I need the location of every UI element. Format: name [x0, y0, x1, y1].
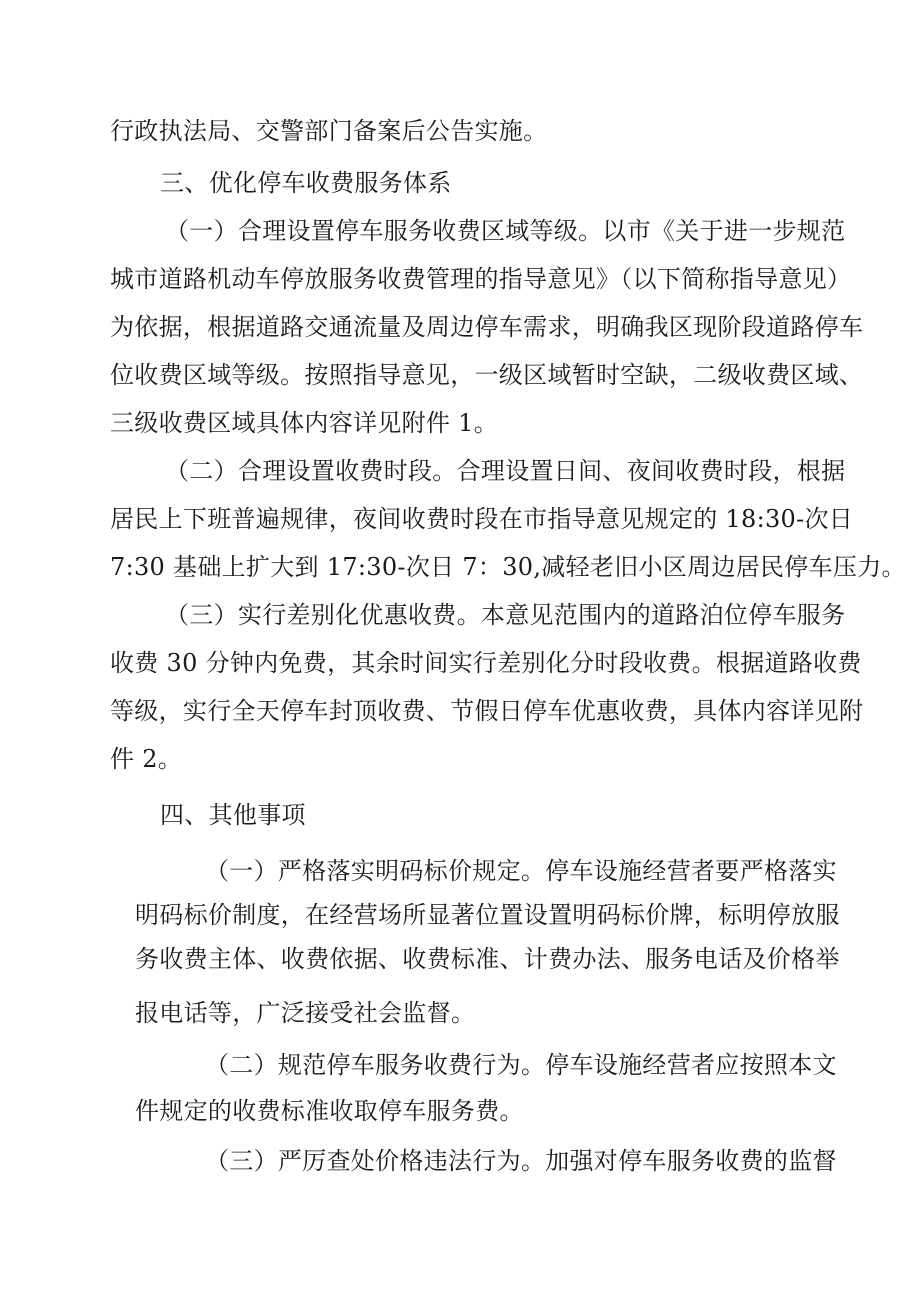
paragraph-4-1-line-3: 务收费主体、收费依据、收费标准、计费办法、服务电话及价格举 [135, 945, 840, 973]
paragraph-3-1-line-5: 三级收费区域具体内容详见附件 1。 [110, 409, 498, 437]
text-line-continuation: 行政执法局、交警部门备案后公告实施。 [110, 117, 548, 145]
paragraph-3-3-line-4: 件 2。 [110, 745, 183, 773]
paragraph-4-3-line-1: （三）严厉查处价格违法行为。加强对停车服务收费的监督 [205, 1147, 837, 1175]
section-heading-4: 四、其他事项 [160, 801, 306, 829]
paragraph-3-1-line-2: 城市道路机动车停放服务收费管理的指导意见》（以下简称指导意见） [110, 265, 852, 293]
paragraph-4-1-line-2: 明码标价制度，在经营场所显著位置设置明码标价牌，标明停放服 [135, 901, 840, 929]
paragraph-3-1-line-4: 位收费区域等级。按照指导意见，一级区域暂时空缺，二级收费区域、 [110, 361, 864, 389]
paragraph-4-2-line-2: 件规定的收费标准收取停车服务费。 [135, 1097, 524, 1125]
paragraph-4-1-line-1: （一）严格落实明码标价规定。停车设施经营者要严格落实 [205, 857, 837, 885]
paragraph-3-3-line-1: （三）实行差别化优惠收费。本意见范围内的道路泊位停车服务 [165, 601, 846, 629]
paragraph-3-1-line-3: 为依据，根据道路交通流量及周边停车需求，明确我区现阶段道路停车 [110, 313, 864, 341]
paragraph-3-2-line-3: 7:30 基础上扩大到 17:30-次日 7：30,减轻老旧小区周边居民停车压力。 [110, 553, 906, 581]
paragraph-3-2-line-2: 居民上下班普遍规律，夜间收费时段在市指导意见规定的 18:30-次日 [110, 505, 854, 533]
paragraph-3-3-line-3: 等级，实行全天停车封顶收费、节假日停车优惠收费，具体内容详见附 [110, 697, 864, 725]
paragraph-4-2-line-1: （二）规范停车服务收费行为。停车设施经营者应按照本文 [205, 1051, 837, 1079]
paragraph-3-3-line-2: 收费 30 分钟内免费，其余时间实行差别化分时段收费。根据道路收费 [110, 649, 862, 677]
section-heading-3: 三、优化停车收费服务体系 [160, 169, 452, 197]
paragraph-3-1-line-1: （一）合理设置停车服务收费区域等级。以市《关于进一步规范 [165, 217, 846, 245]
paragraph-3-2-line-1: （二）合理设置收费时段。合理设置日间、夜间收费时段，根据 [165, 457, 846, 485]
paragraph-4-1-line-4: 报电话等，广泛接受社会监督。 [135, 999, 476, 1027]
